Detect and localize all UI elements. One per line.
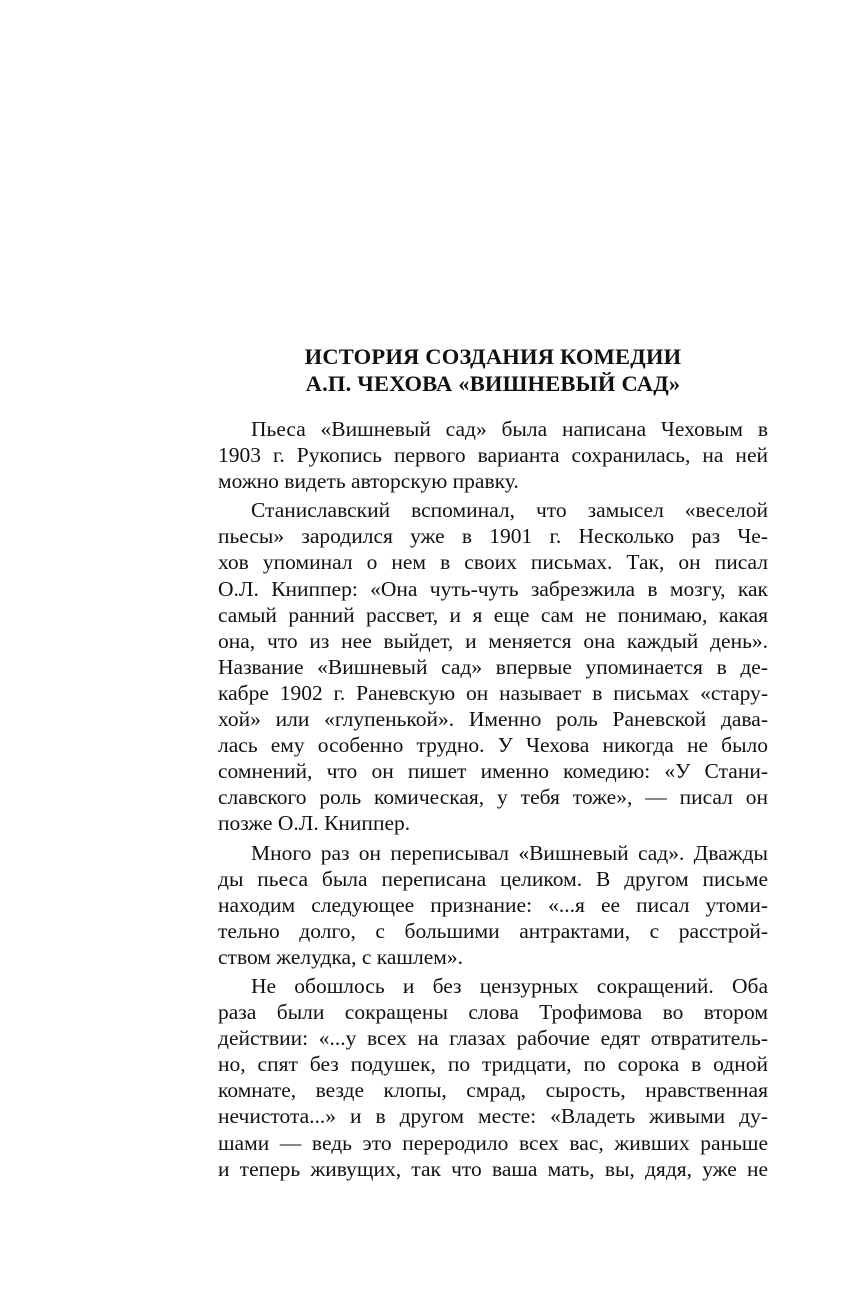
chapter-title xyxy=(218,343,768,397)
text-line: хой» или «глупенькой». Именно роль Раневской дава- xyxy=(218,707,768,732)
text-line: она, что из нее выйдет, и меняется она каждый день». xyxy=(218,628,768,653)
text-line: находим следующее признание: «...я ее писал утоми- xyxy=(218,892,768,917)
text-line: лась ему особенно трудно. У Чехова никогда не было xyxy=(218,733,768,758)
text-line: тельно долго, с большими антрактами, с расстрой- xyxy=(218,918,768,943)
text-line: можно видеть авторскую правку. xyxy=(218,469,519,494)
chapter-title-line-2: А.П. ЧЕХОВА «ВИШНЕВЫЙ САД» xyxy=(305,371,681,396)
text-line: славского роль комическая, у тебя тоже», — писал он xyxy=(218,785,768,810)
text-line: нечистота...» и в другом месте: «Владеть живыми ду- xyxy=(218,1104,768,1129)
paragraph-3 xyxy=(218,840,768,970)
text-line: раза были сокращены слова Трофимова во втором xyxy=(218,1000,768,1025)
chapter-title-line-1: ИСТОРИЯ СОЗДАНИЯ КОМЕДИИ xyxy=(304,344,682,369)
text-line: сомнений, что он пишет именно комедию: «У Стани- xyxy=(218,759,768,784)
text-line: пьесы» зародился уже в 1901 г. Несколько раз Че- xyxy=(218,524,768,549)
text-line: хов упоминал о нем в своих письмах. Так, он писал xyxy=(218,550,768,575)
text-line: самый ранний рассвет, и я еще сам не понимаю, какая xyxy=(218,602,768,627)
text-line: кабре 1902 г. Раневскую он называет в письмах «стару- xyxy=(218,680,768,705)
paragraph-4 xyxy=(218,973,768,1182)
text-line: Станиславский вспоминал, что замысел «веселой xyxy=(251,498,768,523)
body-text xyxy=(218,416,768,1185)
text-line: Много раз он переписывал «Вишневый сад». Дважды xyxy=(251,840,768,865)
text-line: Не обошлось и без цензурных сокращений. Оба xyxy=(251,973,768,998)
text-line: 1903 г. Рукопись первого варианта сохранилась, на ней xyxy=(218,443,768,468)
text-line: ды пьеса была переписана целиком. В другом письме xyxy=(218,866,768,891)
text-line: О.Л. Книппер: «Она чуть-чуть забрезжила в мозгу, как xyxy=(218,576,768,601)
text-line: комнате, везде клопы, смрад, сырость, нравственная xyxy=(218,1078,768,1103)
text-line: но, спят без подушек, по тридцати, по сорока в одной xyxy=(218,1052,768,1077)
paragraph-2 xyxy=(218,497,768,836)
paragraph-1 xyxy=(218,416,768,494)
text-line: Название «Вишневый сад» впервые упоминается в де- xyxy=(218,654,768,679)
text-line: ством желудка, с кашлем». xyxy=(218,944,463,969)
text-line: и теперь живущих, так что ваша мать, вы, дядя, уже не xyxy=(218,1156,768,1181)
text-line: действии: «...у всех на глазах рабочие едят отвратитель- xyxy=(218,1026,768,1051)
text-line: шами — ведь это переродило всех вас, живших раньше xyxy=(218,1130,768,1155)
text-line: Пьеса «Вишневый сад» была написана Чеховым в xyxy=(251,417,768,441)
text-line: позже О.Л. Книппер. xyxy=(218,811,411,836)
